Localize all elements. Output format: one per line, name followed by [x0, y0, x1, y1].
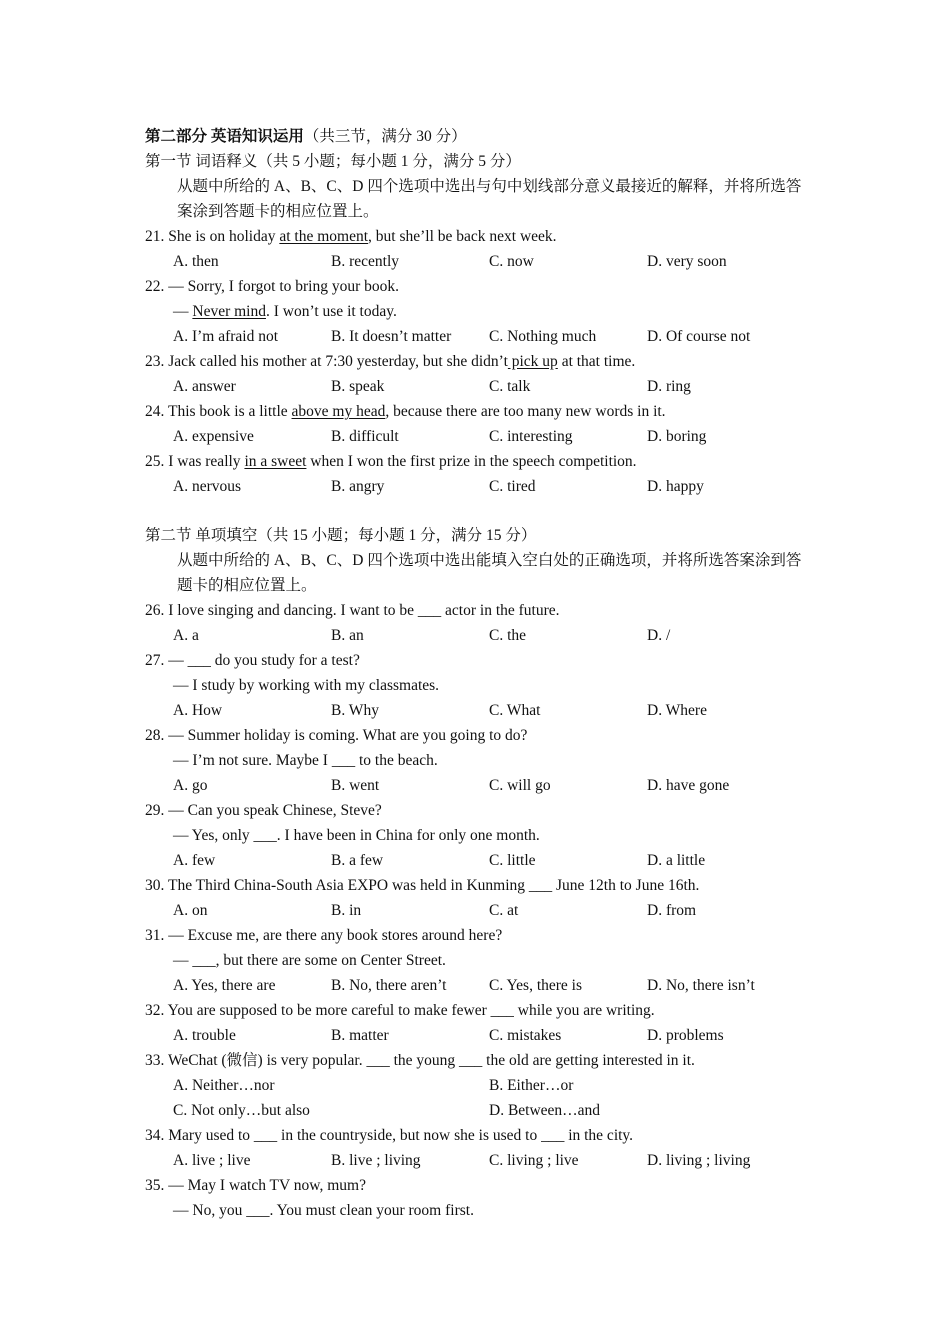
question-32: 32. You are supposed to be more careful to make fewer ___ while you are writing.	[145, 1002, 655, 1019]
option-b: B. It doesn’t matter	[331, 328, 452, 345]
option-d: D. No, there isn’t	[647, 977, 755, 994]
option-c: C. Not only…but also	[173, 1102, 310, 1119]
question-29: 29. — Can you speak Chinese, Steve?	[145, 802, 382, 819]
question-23: 23. Jack called his mother at 7:30 yesterday, but she didn’t pick up at that time.	[145, 353, 636, 370]
exam-page	[145, 124, 810, 1223]
option-d: D. problems	[647, 1027, 724, 1044]
underlined-phrase: Never mind	[192, 303, 266, 320]
options-23	[145, 374, 810, 399]
option-d: D. ring	[647, 378, 691, 395]
option-a: A. expensive	[173, 428, 254, 445]
option-a: A. live ; live	[173, 1152, 251, 1169]
question-27: 27. — ___ do you study for a test?	[145, 652, 360, 669]
options-24	[145, 424, 810, 449]
section-gap	[145, 499, 810, 523]
question-24: 24. This book is a little above my head, because there are too many new words in it.	[145, 403, 666, 420]
question-31: 31. — Excuse me, are there any book stores around here?	[145, 927, 503, 944]
option-b: B. a few	[331, 852, 384, 869]
option-b: B. an	[331, 627, 364, 644]
options-22	[145, 324, 810, 349]
option-b: B. went	[331, 777, 380, 794]
underlined-phrase: above my head	[291, 403, 386, 420]
underlined-phrase: at the moment	[279, 228, 369, 245]
options-21	[145, 249, 810, 274]
option-d: D. have gone	[647, 777, 730, 794]
section1-instructions: 从题中所给的 A、B、C、D 四个选项中选出与句中划线部分意义最接近的解释，并将所选答案涂到答题卡的相应位置上。	[177, 178, 802, 220]
option-d: D. /	[647, 627, 671, 644]
section2-title: 第二节 单项填空（共 15 小题；每小题 1 分，满分 15 分）	[145, 527, 537, 544]
options-30	[145, 898, 810, 923]
underlined-phrase: pick up	[507, 353, 558, 370]
question-22-reply: — Never mind. I won’t use it today.	[173, 303, 397, 320]
option-c: C. living ; live	[489, 1152, 579, 1169]
option-b: B. speak	[331, 378, 385, 395]
option-c: C. talk	[489, 378, 531, 395]
options-27	[145, 698, 810, 723]
section1-title: 第一节 词语释义（共 5 小题；每小题 1 分，满分 5 分）	[145, 153, 521, 170]
options-33-row1	[145, 1073, 810, 1098]
option-a: A. Neither…nor	[173, 1077, 275, 1094]
options-33-row2	[145, 1098, 810, 1123]
option-c: C. Nothing much	[489, 328, 597, 345]
option-c: C. interesting	[489, 428, 573, 445]
option-b: B. recently	[331, 253, 400, 270]
underlined-phrase: in a sweet	[244, 453, 307, 470]
question-35: 35. — May I watch TV now, mum?	[145, 1177, 366, 1194]
option-d: D. Where	[647, 702, 707, 719]
option-a: A. How	[173, 702, 223, 719]
options-31	[145, 973, 810, 998]
option-d: D. a little	[647, 852, 706, 869]
question-35-reply: — No, you ___. You must clean your room first.	[173, 1202, 474, 1219]
option-a: A. trouble	[173, 1027, 236, 1044]
option-c: C. the	[489, 627, 527, 644]
option-a: A. few	[173, 852, 216, 869]
options-26	[145, 623, 810, 648]
question-27-reply: — I study by working with my classmates.	[173, 677, 440, 694]
option-b: B. difficult	[331, 428, 399, 445]
options-34	[145, 1148, 810, 1173]
question-34: 34. Mary used to ___ in the countryside, but now she is used to ___ in the city.	[145, 1127, 634, 1144]
option-d: D. living ; living	[647, 1152, 751, 1169]
part-note: （共三节，满分 30 分）	[303, 128, 467, 145]
option-d: D. boring	[647, 428, 707, 445]
options-25	[145, 474, 810, 499]
option-c: C. little	[489, 852, 536, 869]
option-a: A. Yes, there are	[173, 977, 276, 994]
question-22: 22. — Sorry, I forgot to bring your book.	[145, 278, 400, 295]
option-b: B. Either…or	[489, 1077, 574, 1094]
option-b: B. Why	[331, 702, 379, 719]
question-25: 25. I was really in a sweet when I won the first prize in the speech competition.	[145, 453, 637, 470]
part-title: 第二部分 英语知识运用	[145, 128, 304, 145]
question-30: 30. The Third China-South Asia EXPO was held in Kunming ___ June 12th to June 16th.	[145, 877, 700, 894]
option-c: C. Yes, there is	[489, 977, 583, 994]
option-c: C. will go	[489, 777, 551, 794]
option-b: B. matter	[331, 1027, 389, 1044]
option-a: A. go	[173, 777, 208, 794]
question-33: 33. WeChat (微信) is very popular. ___ the young ___ the old are getting interested in it.	[145, 1052, 695, 1069]
options-32	[145, 1023, 810, 1048]
options-29	[145, 848, 810, 873]
question-21: 21. She is on holiday at the moment, but she’ll be back next week.	[145, 228, 557, 245]
option-d: D. Of course not	[647, 328, 751, 345]
part-heading	[145, 124, 810, 149]
question-28: 28. — Summer holiday is coming. What are you going to do?	[145, 727, 528, 744]
option-a: A. a	[173, 627, 199, 644]
option-d: D. very soon	[647, 253, 727, 270]
options-28	[145, 773, 810, 798]
option-d: D. Between…and	[489, 1102, 601, 1119]
option-c: C. tired	[489, 478, 536, 495]
option-c: C. What	[489, 702, 541, 719]
option-b: B. live ; living	[331, 1152, 421, 1169]
option-a: A. on	[173, 902, 208, 919]
question-29-reply: — Yes, only ___. I have been in China for only one month.	[173, 827, 540, 844]
option-a: A. nervous	[173, 478, 242, 495]
option-a: A. I’m afraid not	[173, 328, 279, 345]
question-28-reply: — I’m not sure. Maybe I ___ to the beach.	[173, 752, 438, 769]
section2-instructions: 从题中所给的 A、B、C、D 四个选项中选出能填入空白处的正确选项，并将所选答案涂到答题卡的相应位置上。	[177, 552, 802, 594]
question-26: 26. I love singing and dancing. I want to be ___ actor in the future.	[145, 602, 560, 619]
option-d: D. from	[647, 902, 697, 919]
option-c: C. now	[489, 253, 534, 270]
question-31-reply: — ___, but there are some on Center Street.	[173, 952, 446, 969]
option-b: B. No, there aren’t	[331, 977, 447, 994]
option-b: B. angry	[331, 478, 385, 495]
option-b: B. in	[331, 902, 362, 919]
option-a: A. answer	[173, 378, 236, 395]
option-c: C. at	[489, 902, 519, 919]
option-c: C. mistakes	[489, 1027, 562, 1044]
option-d: D. happy	[647, 478, 704, 495]
option-a: A. then	[173, 253, 219, 270]
